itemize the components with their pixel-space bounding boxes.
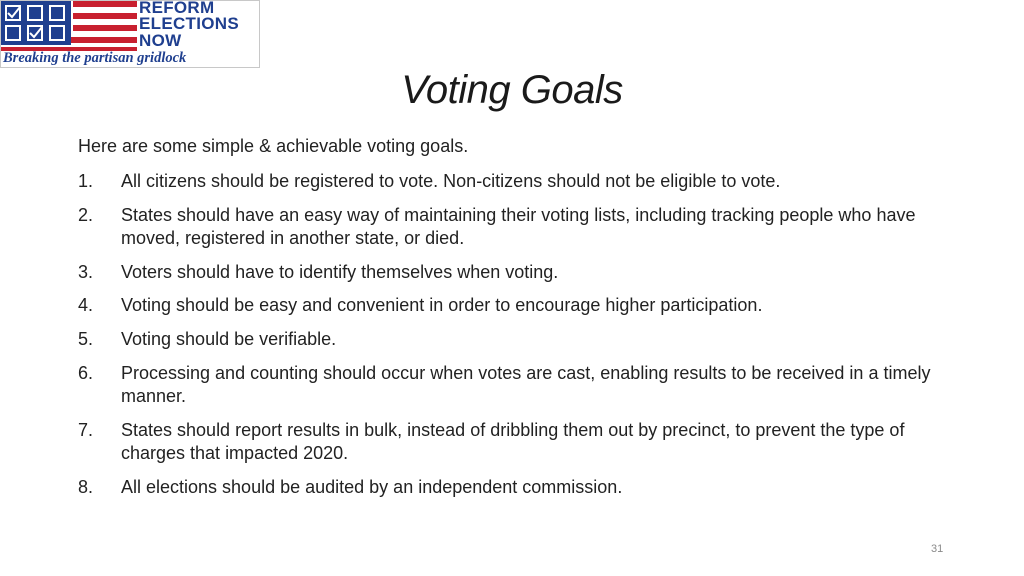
- goal-text: Voting should be verifiable.: [121, 329, 337, 350]
- list-item: [78, 419, 958, 465]
- list-item: [78, 170, 958, 193]
- slide-title: Voting Goals: [401, 68, 623, 112]
- logo-line-elections: ELECTIONS: [139, 14, 239, 33]
- goal-number: 2.: [78, 204, 94, 225]
- goal-text: States should report results in bulk, instead of dribbling them out by precinct, to prevent the type of charges that impacted 2020.: [121, 419, 905, 463]
- intro-text: Here are some simple & achievable voting goals.: [78, 136, 469, 156]
- goal-number: 7.: [78, 419, 94, 440]
- list-item: [78, 294, 958, 317]
- list-item: [78, 476, 958, 499]
- logo-line-reform: REFORM: [139, 0, 215, 17]
- goal-number: 1.: [78, 171, 94, 191]
- page-number: 31: [931, 543, 944, 555]
- goal-text: States should have an easy way of maintaining their voting lists, including tracking people who have moved, registered in another state, or died.: [121, 204, 916, 248]
- goal-text: Voting should be easy and convenient in order to encourage higher participation.: [121, 295, 763, 316]
- goals-list: [78, 170, 958, 509]
- goal-text: All citizens should be registered to vote. Non-citizens should not be eligible to vote.: [121, 171, 781, 191]
- list-item: [78, 261, 958, 284]
- goal-text: All elections should be audited by an independent commission.: [121, 476, 623, 497]
- goal-number: 8.: [78, 476, 94, 497]
- goal-text: Processing and counting should occur when votes are cast, enabling results to be received in a timely manner.: [121, 362, 931, 406]
- list-item: [78, 328, 958, 351]
- goal-text: Voters should have to identify themselves when voting.: [121, 261, 559, 282]
- list-item: [78, 204, 958, 250]
- logo-line-now: NOW: [139, 31, 182, 50]
- goal-number: 5.: [78, 329, 94, 350]
- logo-tagline: Breaking the partisan gridlock: [3, 50, 187, 66]
- goal-number: 4.: [78, 295, 94, 316]
- list-item: [78, 362, 958, 408]
- goal-number: 3.: [78, 261, 94, 282]
- logo: [0, 0, 260, 68]
- goal-number: 6.: [78, 362, 94, 383]
